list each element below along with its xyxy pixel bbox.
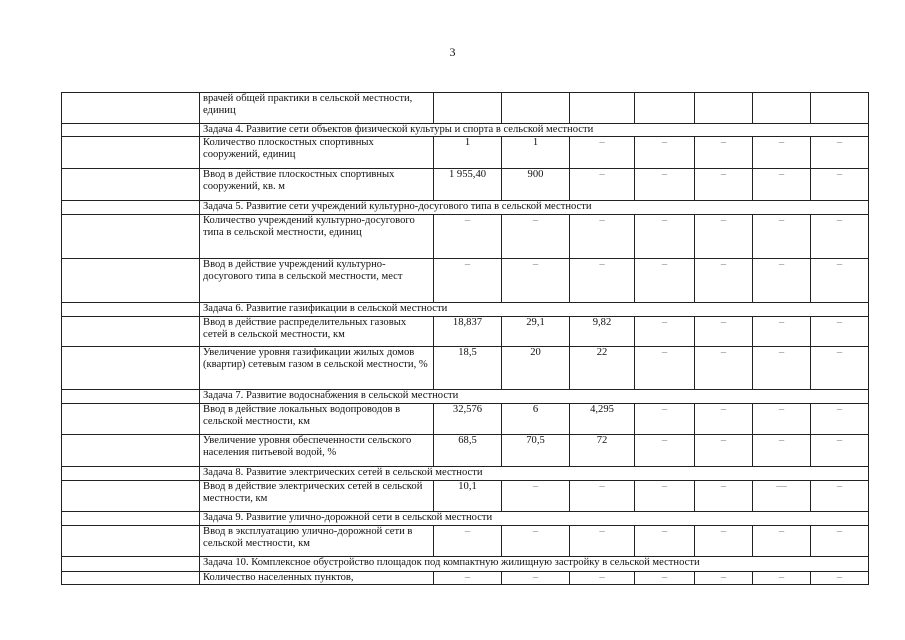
- value-cell: –: [502, 572, 570, 585]
- indicator-name: Количество плоскостных спортивных сооружений, единиц: [200, 137, 434, 169]
- value-cell: –: [502, 215, 570, 259]
- task-heading: Задача 9. Развитие улично-дорожной сети в сельской местности: [200, 512, 869, 526]
- task-row: [62, 201, 869, 215]
- value-cell: –: [635, 347, 695, 390]
- value-cell: –: [635, 526, 695, 557]
- value-cell: 32,576: [434, 404, 502, 435]
- value-cell: –: [695, 137, 753, 169]
- task-row: [62, 303, 869, 317]
- value-cell: –: [753, 215, 811, 259]
- value-cell: –: [635, 137, 695, 169]
- indicator-row: [62, 481, 869, 512]
- empty-cell: [62, 169, 200, 201]
- value-cell: –: [570, 526, 635, 557]
- task-row: [62, 390, 869, 404]
- value-cell: –: [811, 435, 869, 467]
- value-cell: –: [635, 259, 695, 303]
- indicator-row: [62, 572, 869, 585]
- empty-cell: [62, 259, 200, 303]
- empty-cell: [62, 557, 200, 572]
- indicator-name: Увеличение уровня обеспеченности сельского населения питьевой водой, %: [200, 435, 434, 467]
- value-cell: –: [434, 572, 502, 585]
- value-cell: –: [635, 317, 695, 347]
- value-cell: –: [811, 137, 869, 169]
- value-cell: –: [753, 435, 811, 467]
- indicator-row: [62, 317, 869, 347]
- value-cell: –: [811, 317, 869, 347]
- value-cell: –: [695, 347, 753, 390]
- value-cell: 900: [502, 169, 570, 201]
- value-cell: –: [570, 137, 635, 169]
- empty-cell: [62, 303, 200, 317]
- empty-cell: [62, 124, 200, 137]
- indicator-row: [62, 404, 869, 435]
- indicator-name: Ввод в действие электрических сетей в сельской местности, км: [200, 481, 434, 512]
- task-heading: Задача 4. Развитие сети объектов физической культуры и спорта в сельской местности: [200, 124, 869, 137]
- indicator-name: Количество населенных пунктов,: [200, 572, 434, 585]
- value-cell: –: [635, 169, 695, 201]
- value-cell: 29,1: [502, 317, 570, 347]
- page-number: 3: [449, 45, 456, 59]
- value-cell: –: [635, 215, 695, 259]
- table-body: [62, 93, 869, 585]
- value-cell: –: [811, 215, 869, 259]
- empty-cell: [62, 317, 200, 347]
- task-heading: Задача 6. Развитие газификации в сельской местности: [200, 303, 869, 317]
- indicator-name: Увеличение уровня газификации жилых домов (квартир) сетевым газом в сельской местности, %: [200, 347, 434, 390]
- task-row: [62, 557, 869, 572]
- value-cell: 6: [502, 404, 570, 435]
- value-cell: –: [695, 481, 753, 512]
- indicator-name: Ввод в действие распределительных газовых сетей в сельской местности, км: [200, 317, 434, 347]
- indicator-name: Ввод в действие учреждений культурно-досугового типа в сельской местности, мест: [200, 259, 434, 303]
- indicator-row: [62, 215, 869, 259]
- value-cell: –: [434, 526, 502, 557]
- value-cell: –: [753, 526, 811, 557]
- indicator-name: врачей общей практики в сельской местности, единиц: [200, 93, 434, 124]
- value-cell: –: [753, 572, 811, 585]
- indicator-row: [62, 259, 869, 303]
- value-cell: [434, 93, 502, 124]
- value-cell: 20: [502, 347, 570, 390]
- indicator-row: [62, 347, 869, 390]
- value-cell: 18,5: [434, 347, 502, 390]
- value-cell: –: [811, 572, 869, 585]
- indicator-row: [62, 435, 869, 467]
- value-cell: –: [695, 435, 753, 467]
- empty-cell: [62, 467, 200, 481]
- value-cell: 22: [570, 347, 635, 390]
- value-cell: –: [570, 572, 635, 585]
- value-cell: –: [811, 526, 869, 557]
- value-cell: –: [635, 572, 695, 585]
- value-cell: 1 955,40: [434, 169, 502, 201]
- empty-cell: [62, 390, 200, 404]
- indicators-table: [61, 92, 869, 585]
- value-cell: [502, 93, 570, 124]
- value-cell: –: [635, 404, 695, 435]
- empty-cell: [62, 481, 200, 512]
- indicator-name: Ввод в эксплуатацию улично-дорожной сети в сельской местности, км: [200, 526, 434, 557]
- task-row: [62, 467, 869, 481]
- indicator-row: [62, 93, 869, 124]
- indicator-row: [62, 137, 869, 169]
- indicator-row: [62, 169, 869, 201]
- value-cell: –: [635, 481, 695, 512]
- value-cell: [635, 93, 695, 124]
- value-cell: –: [753, 347, 811, 390]
- task-heading: Задача 7. Развитие водоснабжения в сельской местности: [200, 390, 869, 404]
- empty-cell: [62, 526, 200, 557]
- value-cell: 1: [434, 137, 502, 169]
- value-cell: 1: [502, 137, 570, 169]
- value-cell: –: [570, 481, 635, 512]
- empty-cell: [62, 347, 200, 390]
- task-heading: Задача 5. Развитие сети учреждений культурно-досугового типа в сельской местности: [200, 201, 869, 215]
- value-cell: [753, 93, 811, 124]
- value-cell: [811, 93, 869, 124]
- value-cell: –: [753, 137, 811, 169]
- value-cell: 70,5: [502, 435, 570, 467]
- empty-cell: [62, 404, 200, 435]
- value-cell: –: [811, 481, 869, 512]
- value-cell: 72: [570, 435, 635, 467]
- value-cell: –: [811, 347, 869, 390]
- value-cell: –: [695, 526, 753, 557]
- value-cell: –: [753, 169, 811, 201]
- value-cell: [695, 93, 753, 124]
- value-cell: –: [570, 259, 635, 303]
- value-cell: –: [695, 215, 753, 259]
- empty-cell: [62, 572, 200, 585]
- value-cell: —: [753, 481, 811, 512]
- value-cell: –: [434, 259, 502, 303]
- task-heading: Задача 10. Комплексное обустройство площадок под компактную жилищную застройку в сельской местности: [200, 557, 869, 572]
- value-cell: –: [502, 259, 570, 303]
- value-cell: –: [502, 481, 570, 512]
- value-cell: –: [811, 169, 869, 201]
- value-cell: –: [695, 572, 753, 585]
- value-cell: –: [753, 317, 811, 347]
- value-cell: 9,82: [570, 317, 635, 347]
- value-cell: 4,295: [570, 404, 635, 435]
- empty-cell: [62, 201, 200, 215]
- value-cell: –: [695, 317, 753, 347]
- value-cell: –: [753, 404, 811, 435]
- value-cell: –: [753, 259, 811, 303]
- value-cell: –: [695, 404, 753, 435]
- empty-cell: [62, 215, 200, 259]
- task-row: [62, 124, 869, 137]
- value-cell: –: [811, 259, 869, 303]
- value-cell: 68,5: [434, 435, 502, 467]
- empty-cell: [62, 435, 200, 467]
- empty-cell: [62, 512, 200, 526]
- value-cell: –: [434, 215, 502, 259]
- value-cell: 10,1: [434, 481, 502, 512]
- indicator-name: Ввод в действие плоскостных спортивных сооружений, кв. м: [200, 169, 434, 201]
- value-cell: –: [570, 169, 635, 201]
- value-cell: 18,837: [434, 317, 502, 347]
- value-cell: –: [570, 215, 635, 259]
- indicator-name: Ввод в действие локальных водопроводов в сельской местности, км: [200, 404, 434, 435]
- value-cell: –: [635, 435, 695, 467]
- indicator-name: Количество учреждений культурно-досугового типа в сельской местности, единиц: [200, 215, 434, 259]
- value-cell: –: [811, 404, 869, 435]
- empty-cell: [62, 93, 200, 124]
- empty-cell: [62, 137, 200, 169]
- indicator-row: [62, 526, 869, 557]
- task-heading: Задача 8. Развитие электрических сетей в сельской местности: [200, 467, 869, 481]
- value-cell: –: [502, 526, 570, 557]
- value-cell: –: [695, 259, 753, 303]
- task-row: [62, 512, 869, 526]
- value-cell: –: [695, 169, 753, 201]
- value-cell: [570, 93, 635, 124]
